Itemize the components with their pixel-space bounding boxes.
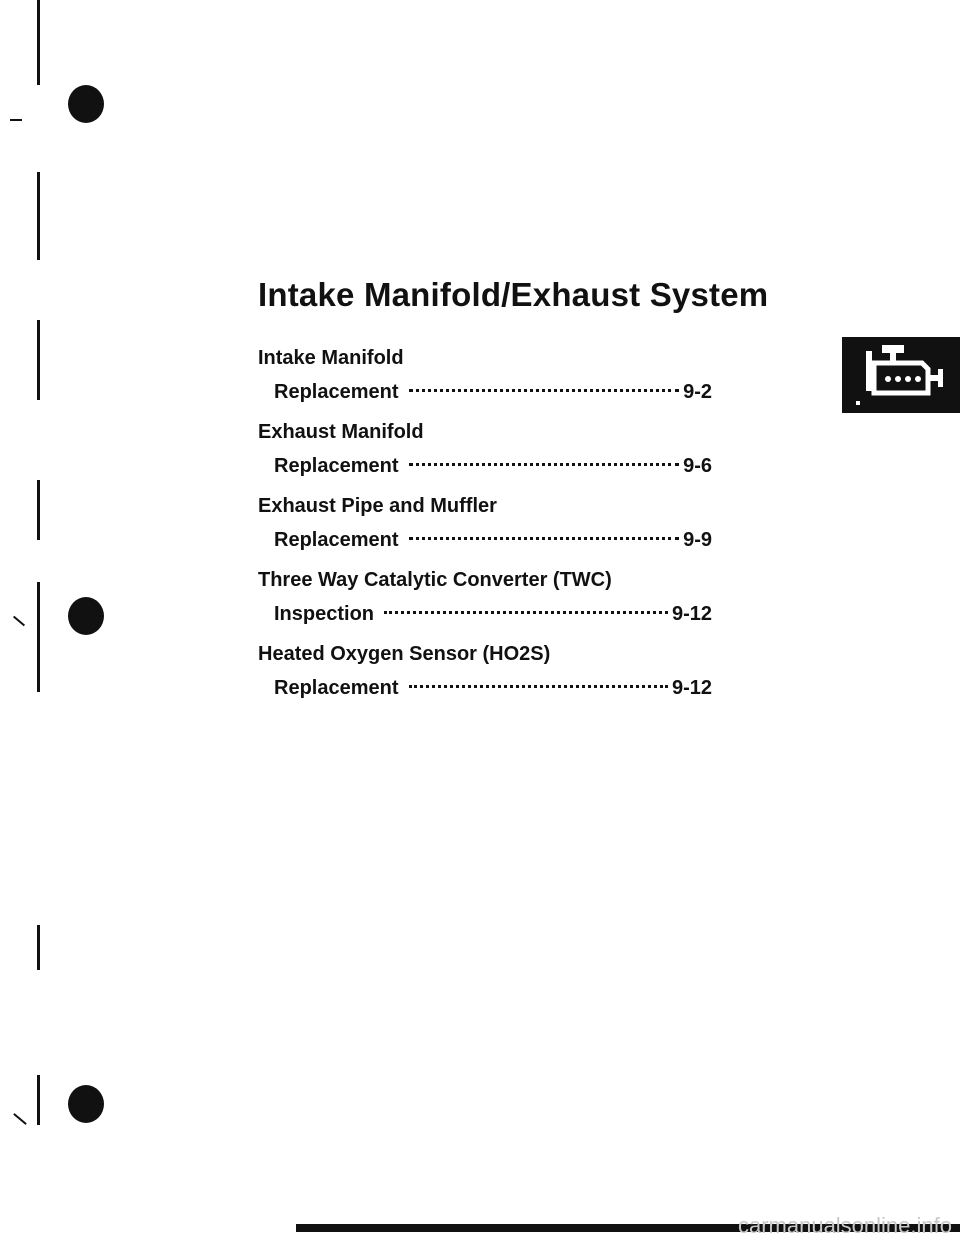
toc-section-heading: Exhaust Pipe and Muffler	[258, 495, 497, 517]
toc-group	[258, 342, 728, 416]
binding-line	[37, 582, 40, 692]
dot-leader	[409, 537, 680, 540]
binding-mark	[10, 119, 22, 121]
toc-section-heading: Intake Manifold	[258, 347, 404, 369]
page-title: Intake Manifold/Exhaust System	[258, 276, 769, 313]
toc-group	[258, 564, 728, 638]
punch-hole-bottom	[68, 1085, 104, 1123]
toc-entry-page: 9-9	[683, 529, 712, 551]
toc-entry-page: 9-12	[671, 677, 712, 699]
toc-entry-label: Replacement	[274, 677, 399, 699]
toc-entry-page: 9-6	[683, 455, 712, 477]
punch-hole-middle	[68, 597, 104, 635]
toc-entry-label: Replacement	[274, 455, 399, 477]
toc-group	[258, 416, 728, 490]
dot-leader	[409, 389, 680, 392]
binding-line	[37, 320, 40, 400]
dot-leader	[409, 685, 668, 688]
toc-entry-label: Inspection	[274, 603, 375, 625]
table-of-contents	[258, 342, 728, 712]
binding-mark	[13, 616, 25, 627]
toc-section-heading: Three Way Catalytic Converter (TWC)	[258, 569, 612, 591]
binding-line	[37, 0, 40, 85]
toc-entry-page: 9-2	[683, 381, 712, 403]
watermark: carmanualsonline.info	[737, 1213, 952, 1238]
binding-line	[37, 1075, 40, 1125]
toc-group	[258, 638, 728, 712]
engine-icon	[842, 337, 960, 413]
dot-leader	[409, 463, 680, 466]
binding-line	[37, 925, 40, 970]
toc-entry[interactable]	[274, 448, 712, 490]
toc-entry[interactable]	[274, 374, 712, 416]
toc-entry[interactable]	[274, 670, 712, 712]
toc-entry-label: Replacement	[274, 529, 399, 551]
toc-entry[interactable]	[274, 596, 712, 638]
punch-hole-top	[68, 85, 104, 123]
binding-line	[37, 172, 40, 260]
toc-section-heading: Heated Oxygen Sensor (HO2S)	[258, 643, 551, 665]
dot-leader	[384, 611, 668, 614]
toc-entry-page: 9-12	[671, 603, 712, 625]
toc-section-heading: Exhaust Manifold	[258, 421, 424, 443]
toc-entry[interactable]	[274, 522, 712, 564]
toc-group	[258, 490, 728, 564]
binding-mark	[13, 1113, 27, 1125]
toc-entry-label: Replacement	[274, 381, 399, 403]
section-tab	[842, 337, 960, 413]
binding-line	[37, 480, 40, 540]
